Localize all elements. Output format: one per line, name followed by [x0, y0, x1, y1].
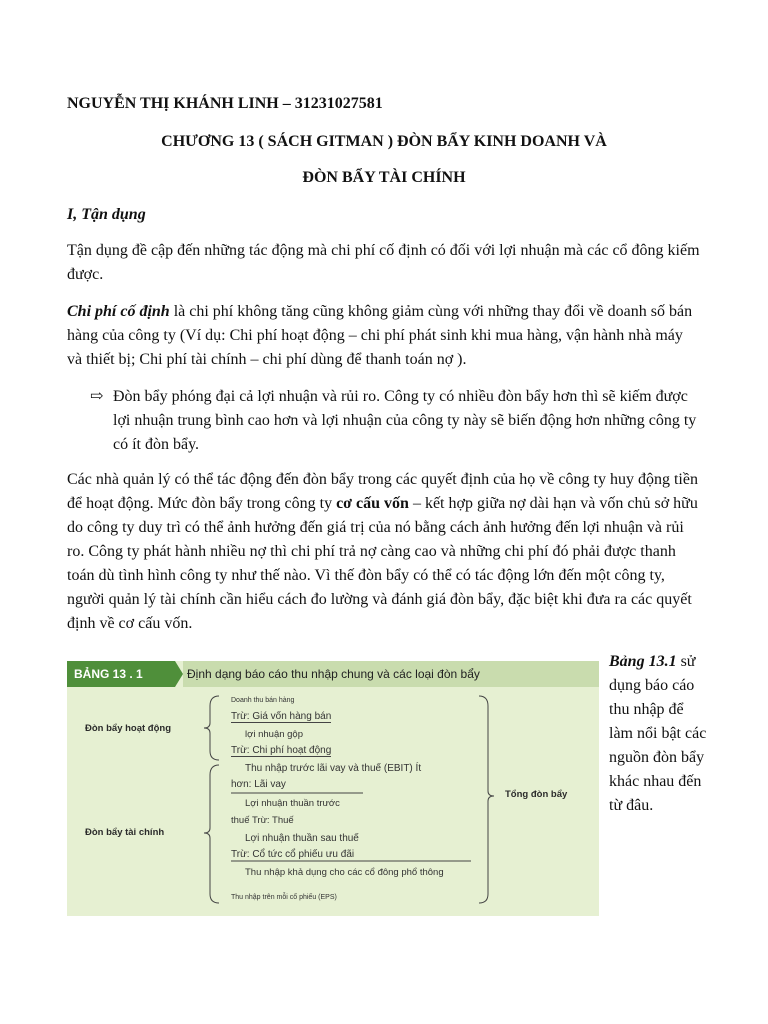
bullet-arrow-icon: ⇨	[90, 388, 104, 405]
side-caption-term: Bảng 13.1	[609, 653, 677, 670]
bullet-text: Đòn bẩy phóng đại cả lợi nhuận và rủi ro. Công ty có nhiều đòn bẩy hơn thì sẽ kiếm được lợi nhuận trung bình cao hơn và lợi nhuận của công ty này sẽ biến động hơn những công ty có ít đòn bẩy.	[113, 388, 697, 453]
item-preferred-dividends: Trừ: Cổ tức cổ phiếu ưu đãi	[231, 849, 355, 860]
chapter-title-line-1: CHƯƠNG 13 ( SÁCH GITMAN ) ĐÒN BẨY KINH DOANH VÀ	[161, 133, 607, 150]
item-ebt-line-2: thuế Trừ: Thuế	[231, 815, 294, 826]
paragraph-fixed-costs	[67, 300, 701, 372]
table-13-1-figure	[67, 661, 599, 916]
table-label: BẢNG 13 . 1	[67, 661, 175, 687]
paragraph-leverage-definition: Tận dụng đề cập đến những tác động mà chi phí cố định có đối với lợi nhuận mà các cổ đông kiếm được.	[67, 242, 700, 283]
item-gross-profit: lợi nhuận gộp	[245, 729, 303, 740]
item-ebt-line-1: Lợi nhuận thuần trước	[245, 798, 340, 809]
item-ebit-line-2: hơn: Lãi vay	[231, 779, 286, 790]
paragraph-capital-structure-text-a: Các nhà quản lý có thể tác động đến đòn bẩy trong các quyết định của họ về công ty huy động tiền để hoạt động. Mức đòn bẩy trong công ty	[67, 471, 698, 512]
item-operating-expenses: Trừ: Chi phí hoạt động	[231, 745, 332, 756]
item-eps: Thu nhập trên mỗi cổ phiếu (EPS)	[231, 894, 337, 901]
total-leverage-label: Tổng đòn bẩy	[505, 789, 568, 800]
term-fixed-costs: Chi phí cố định	[67, 303, 170, 320]
paragraph-capital-structure-text-b: – kết hợp giữa nợ dài hạn và vốn chủ sở hữu do công ty duy trì có thể ảnh hưởng đến giá trị của nó bằng cách ảnh hưởng đến lợi nhuận và rủi ro. Công ty phát hành nhiều nợ thì chi phí trả nợ càng cao và những chi phí đó phải được thanh toán dù tình hình công ty như thế nào. Vì thế đòn bẩy có thể có tác động lớn đến một công ty, người quản lý tài chính cần hiểu cách đo lường và đánh giá đòn bẩy, đặc biệt khi đưa ra các quyết định về cơ cấu vốn.	[67, 495, 698, 632]
paragraph-capital-structure	[67, 468, 701, 636]
section-heading: I, Tận dụng	[67, 206, 146, 223]
operating-leverage-label: Đòn bẩy hoạt động	[85, 723, 172, 734]
side-caption-text: sử dụng báo cáo thu nhập để làm nổi bật các nguồn đòn bẩy khác nhau đến từ đâu.	[609, 653, 707, 814]
financial-leverage-label: Đòn bẩy tài chính	[85, 827, 165, 838]
author-line: NGUYỄN THỊ KHÁNH LINH – 31231027581	[67, 95, 383, 112]
item-net-income: Lợi nhuận thuần sau thuế	[245, 833, 359, 844]
item-common-earnings: Thu nhập khả dụng cho các cổ đông phổ thông	[245, 867, 444, 878]
item-revenue: Doanh thu bán hàng	[231, 697, 295, 704]
side-caption	[609, 650, 709, 818]
item-ebit-line-1: Thu nhập trước lãi vay và thuế (EBIT) Ít	[245, 763, 422, 774]
table-title: Định dạng báo cáo thu nhập chung và các loại đòn bẩy	[183, 661, 599, 687]
chapter-title-line-2: ĐÒN BẨY TÀI CHÍNH	[302, 169, 466, 186]
term-capital-structure: cơ cấu vốn	[336, 495, 409, 512]
item-cogs: Trừ: Giá vốn hàng bán	[231, 711, 332, 722]
paragraph-fixed-costs-text: là chi phí không tăng cũng không giảm cùng với những thay đổi về doanh số bán hàng của công ty (Ví dụ: Chi phí hoạt động – chi phí phát sinh khi mua hàng, vận hành nhà máy và thiết bị; Chi phí tài chính – chi phí dùng để thanh toán nợ ).	[67, 303, 693, 368]
